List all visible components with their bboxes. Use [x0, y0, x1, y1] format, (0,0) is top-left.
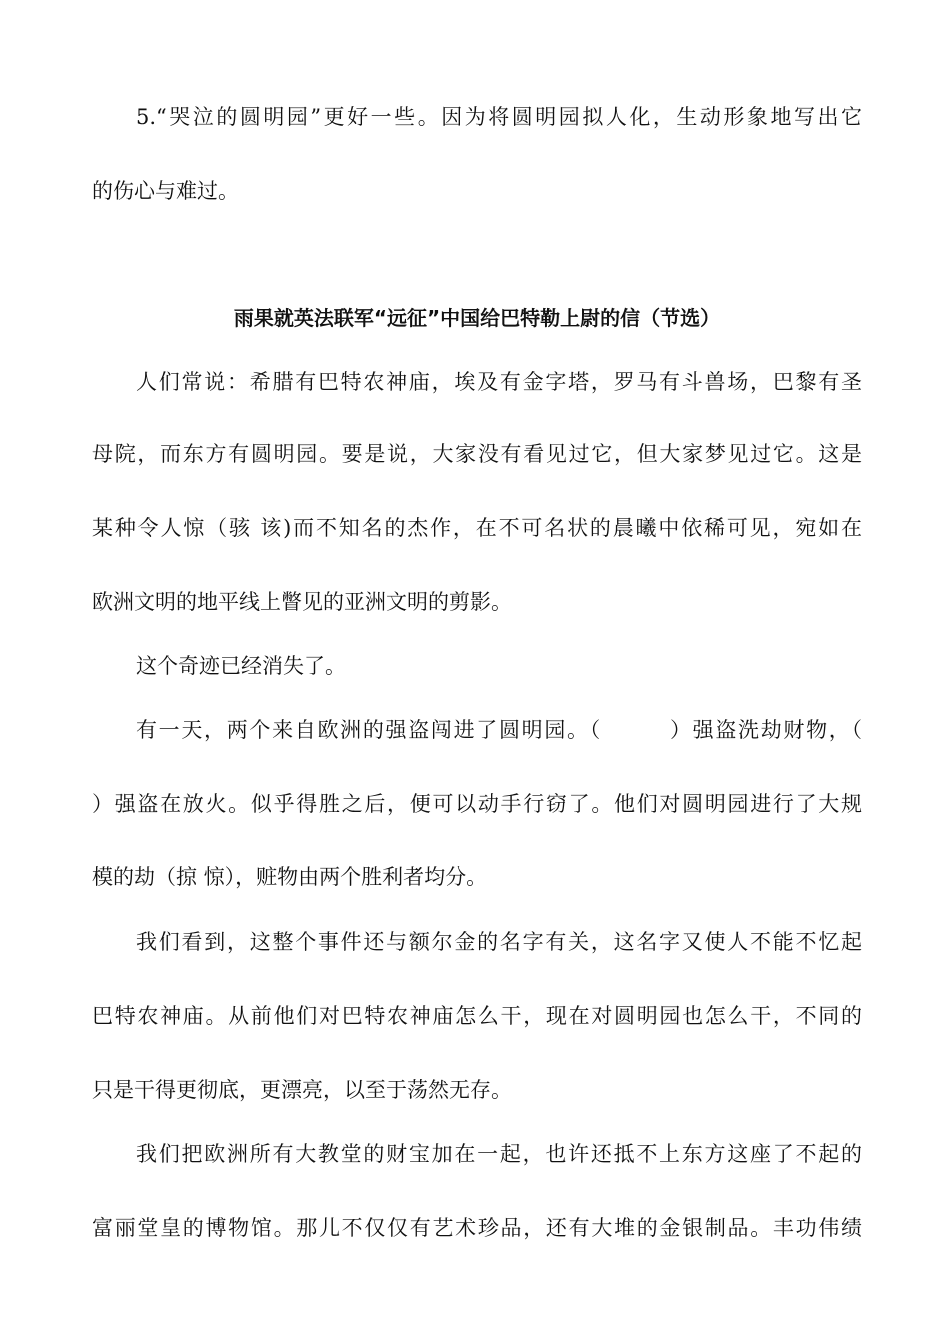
paragraph-3-line-3: 模的劫（掠 惊），赃物由两个胜利者均分。: [92, 865, 488, 889]
paragraph-1-line-1: 人们常说：希腊有巴特农神庙，埃及有金字塔，罗马有斗兽场，巴黎有圣: [136, 370, 862, 394]
paragraph-3-line-2: ）强盗在放火。似乎得胜之后，便可以动手行窃了。他们对圆明园进行了大规: [92, 792, 862, 816]
paragraph-5-line-1: 我们把欧洲所有大教堂的财宝加在一起，也许还抵不上东方这座了不起的: [136, 1142, 862, 1166]
article-title: 雨果就英法联军“远征”中国给巴特勒上尉的信（节选）: [233, 306, 721, 330]
paragraph-3-line-1: 有一天，两个来自欧洲的强盗闯进了圆明园。（ ）强盗洗劫财物，（: [136, 718, 862, 742]
answer-5-line-1: 5.“哭泣的圆明园”更好一些。因为将圆明园拟人化，生动形象地写出它: [136, 105, 862, 129]
paragraph-1-line-3: 某种令人惊（骇 该)而不知名的杰作，在不可名状的晨曦中依稀可见，宛如在: [92, 516, 862, 540]
paragraph-5-line-2: 富丽堂皇的博物馆。那儿不仅仅有艺术珍品，还有大堆的金银制品。丰功伟绩: [92, 1216, 862, 1240]
paragraph-1-line-2: 母院，而东方有圆明园。要是说，大家没有看见过它，但大家梦见过它。这是: [92, 442, 862, 466]
paragraph-2-line-1: 这个奇迹已经消失了。: [136, 654, 346, 678]
paragraph-1-line-4: 欧洲文明的地平线上瞥见的亚洲文明的剪影。: [92, 590, 512, 614]
paragraph-4-line-2: 巴特农神庙。从前他们对巴特农神庙怎么干，现在对圆明园也怎么干，不同的: [92, 1004, 862, 1028]
paragraph-4-line-3: 只是干得更彻底，更漂亮，以至于荡然无存。: [92, 1078, 512, 1102]
answer-5-line-2: 的伤心与难过。: [92, 179, 239, 203]
paragraph-4-line-1: 我们看到，这整个事件还与额尔金的名字有关，这名字又使人不能不忆起: [136, 930, 862, 954]
